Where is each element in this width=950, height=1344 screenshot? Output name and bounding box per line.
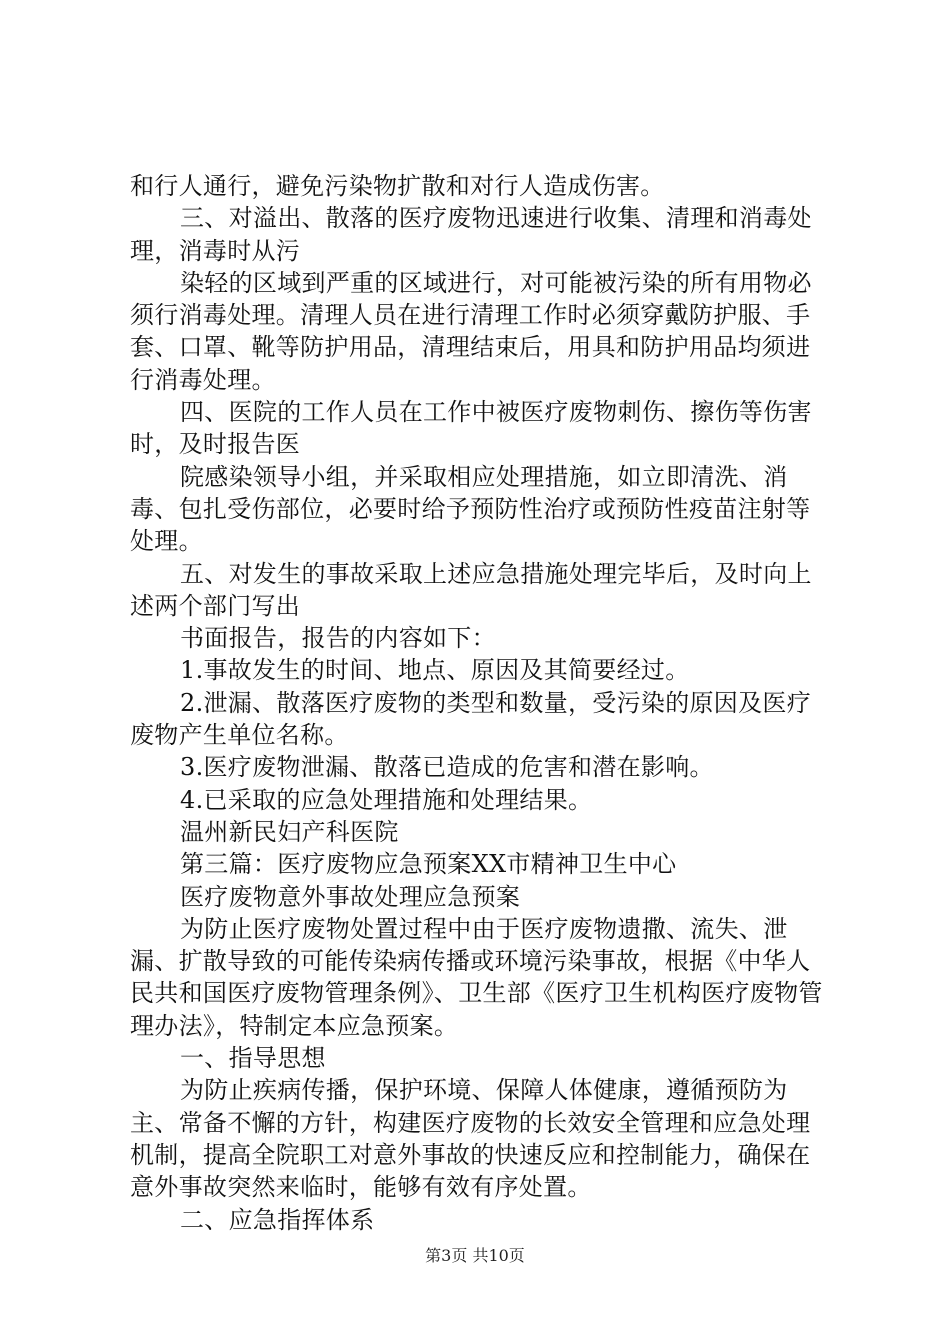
paragraph: 染轻的区域到严重的区域进行，对可能被污染的所有用物必须行消毒处理。清理人员在进行清理工作时必须穿戴防护服、手套、口罩、靴等防护用品，清理结束后，用具和防护用品均须进行消毒处理。 (130, 268, 812, 394)
paragraph: 三、对溢出、散落的医疗废物迅速进行收集、清理和消毒处理，消毒时从污 (130, 204, 812, 265)
paragraph: 为防止疾病传播，保护环境、保障人体健康，遵循预防为主、常备不懈的方针，构建医疗废物的长效安全管理和应急处理机制，提高全院职工对意外事故的快速反应和控制能力，确保在意外事故突然来临时，能够有效有序处置。 (130, 1076, 811, 1202)
paragraph: 为防止医疗废物处置过程中由于医疗废物遗撒、流失、泄漏、扩散导致的可能传染病传播或环境污染事故，根据《中华人民共和国医疗废物管理条例》、卫生部《医疗卫生机构医疗废物管理办法》，特制定本应急预案。 (130, 914, 823, 1040)
paragraph: 和行人通行，避免污染物扩散和对行人造成伤害。 (130, 172, 665, 200)
paragraph: 院感染领导小组，并采取相应处理措施，如立即清洗、消毒、包扎受伤部位，必要时给予预防性治疗或预防性疫苗注射等处理。 (130, 462, 811, 556)
heading: 一、指导思想 (180, 1044, 326, 1073)
document-body (130, 170, 830, 1236)
paragraph: 五、对发生的事故采取上述应急措施处理完毕后，及时向上述两个部门写出 (130, 559, 812, 620)
list-item: 1.事故发生的时间、地点、原因及其简要经过。 (180, 656, 690, 685)
list-item: 2.泄漏、散落医疗废物的类型和数量，受污染的原因及医疗废物产生单位名称。 (130, 688, 811, 750)
list-item: 4.已采取的应急处理措施和处理结果。 (180, 785, 593, 814)
signature-line: 温州新民妇产科医院 (180, 817, 399, 846)
page-number: 第3页 共10页 (425, 1246, 525, 1265)
paragraph: 四、医院的工作人员在工作中被医疗废物刺伤、擦伤等伤害时，及时报告医 (130, 398, 812, 459)
list-item: 3.医疗废物泄漏、散落已造成的危害和潜在影响。 (180, 753, 714, 782)
paragraph: 书面报告，报告的内容如下： (180, 624, 496, 653)
heading: 二、应急指挥体系 (180, 1205, 375, 1234)
section-title: 第三篇：医疗废物应急预案XX市精神卫生中心 (180, 850, 677, 879)
section-subtitle: 医疗废物意外事故处理应急预案 (180, 882, 521, 911)
